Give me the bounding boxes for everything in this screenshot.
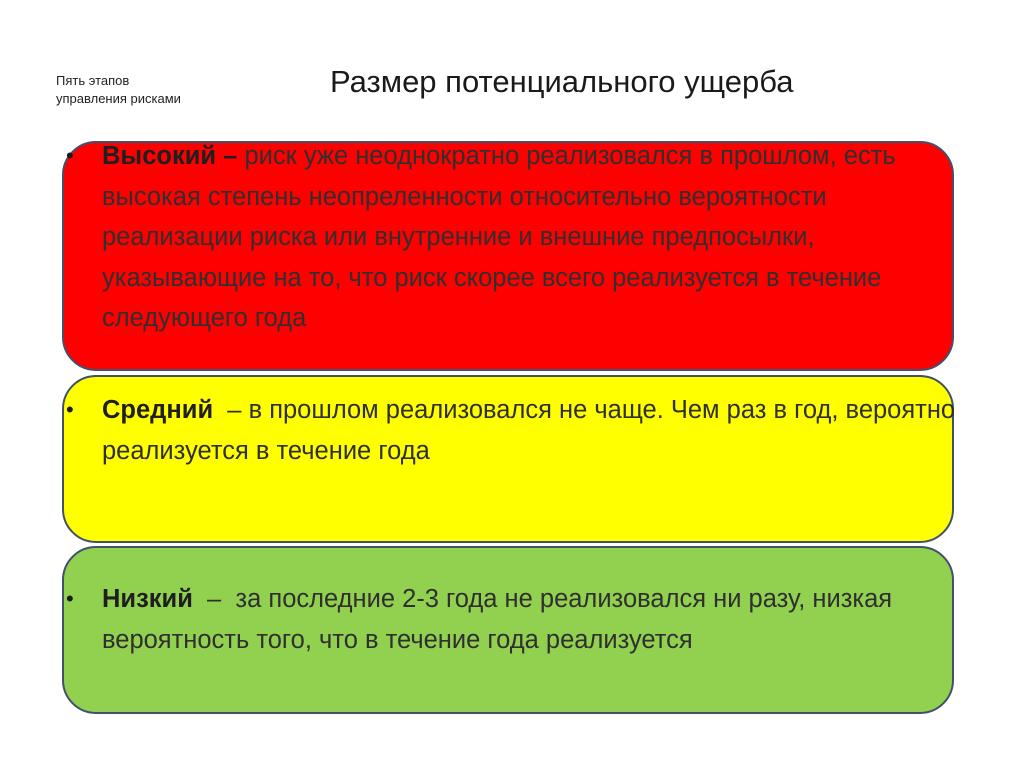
medium-risk-separator: – bbox=[213, 396, 249, 424]
low-risk-description: за последние 2-3 года не реализовался ни разу, низкая вероятность того, что в течение года реализуется bbox=[102, 585, 893, 654]
bullet-icon: • bbox=[66, 586, 74, 611]
low-risk-separator: – bbox=[192, 585, 236, 613]
medium-risk-description: в прошлом реализовался не чаще. Чем раз в год, вероятно реализуется в течение года bbox=[102, 396, 956, 465]
subtitle-line-2: управления рисками bbox=[56, 91, 181, 106]
slide-subtitle bbox=[56, 72, 181, 108]
high-risk-description: риск уже неоднократно реализовался в прошлом, есть высокая степень неопреленности относительно вероятности реализации риска или внутренние и внешние предпосылки, указывающие на то, что риск скорее всего реализуется в течение следующего года bbox=[102, 142, 896, 332]
low-risk-item bbox=[102, 579, 962, 660]
medium-risk-term: Средний bbox=[102, 396, 214, 424]
medium-risk-item bbox=[102, 390, 962, 471]
high-risk-item bbox=[102, 136, 962, 339]
slide-title: Размер потенциального ущерба bbox=[330, 64, 794, 99]
subtitle-line-1: Пять этапов bbox=[56, 73, 130, 88]
bullet-icon: • bbox=[66, 143, 74, 168]
low-risk-term: Низкий bbox=[102, 585, 193, 613]
high-risk-term: Высокий bbox=[102, 142, 217, 170]
bullet-icon: • bbox=[66, 397, 74, 422]
high-risk-separator: – bbox=[216, 142, 245, 170]
